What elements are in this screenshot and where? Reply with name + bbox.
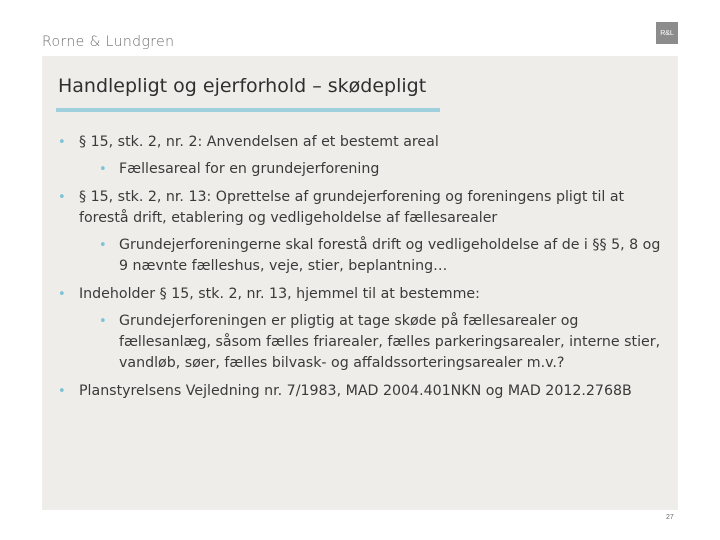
company-logo: Rorne & Lundgren [42,34,175,50]
bullet-text: Planstyrelsens Vejledning nr. 7/1983, MAD 2004.401NKN og MAD 2012.2768B [79,383,632,399]
sub-bullet-list [99,311,663,374]
sub-bullet-list [99,159,663,180]
bullet-dot-icon: • [99,162,107,177]
sub-bullet-item [99,159,663,180]
sub-bullet-item [99,311,663,374]
bullet-item-4 [58,381,663,402]
sub-bullet-text: Fællesareal for en grundejerforening [119,161,380,177]
bullet-text: § 15, stk. 2, nr. 13: Oprettelse af grundejerforening og foreningens pligt til at forestå drift, etablering og vedligeholdelse af fællesarealer [79,189,625,226]
bullet-dot-icon: • [58,287,66,302]
bullet-dot-icon: • [58,135,66,150]
logo-badge: R&L [656,22,678,44]
bullet-dot-icon: • [58,384,66,399]
sub-bullet-list [99,235,663,277]
sub-bullet-text: Grundejerforeningen er pligtig at tage skøde på fællesarealer og fællesanlæg, såsom fælles friarealer, fælles parkeringsarealer, interne stier, vandløb, søer, fælles bilvask- og affaldssorteringsarealer m.v.? [119,313,661,371]
bullet-item-2 [58,187,663,277]
sub-bullet-text: Grundejerforeningerne skal forestå drift og vedligeholdelse af de i §§ 5, 8 og 9 nævnte fælleshus, veje, stier, beplantning… [119,237,661,274]
slide-body [58,132,663,409]
bullet-text: Indeholder § 15, stk. 2, nr. 13, hjemmel til at bestemme: [79,286,480,302]
bullet-dot-icon: • [99,314,107,329]
page-number: 27 [666,514,674,521]
sub-bullet-item [99,235,663,277]
slide-title: Handlepligt og ejerforhold – skødepligt [58,75,427,97]
bullet-item-1 [58,132,663,180]
bullet-dot-icon: • [99,238,107,253]
bullet-item-3 [58,284,663,374]
bullet-text: § 15, stk. 2, nr. 2: Anvendelsen af et bestemt areal [79,134,439,150]
title-underline [56,108,440,112]
bullet-list [58,132,663,402]
bullet-dot-icon: • [58,190,66,205]
